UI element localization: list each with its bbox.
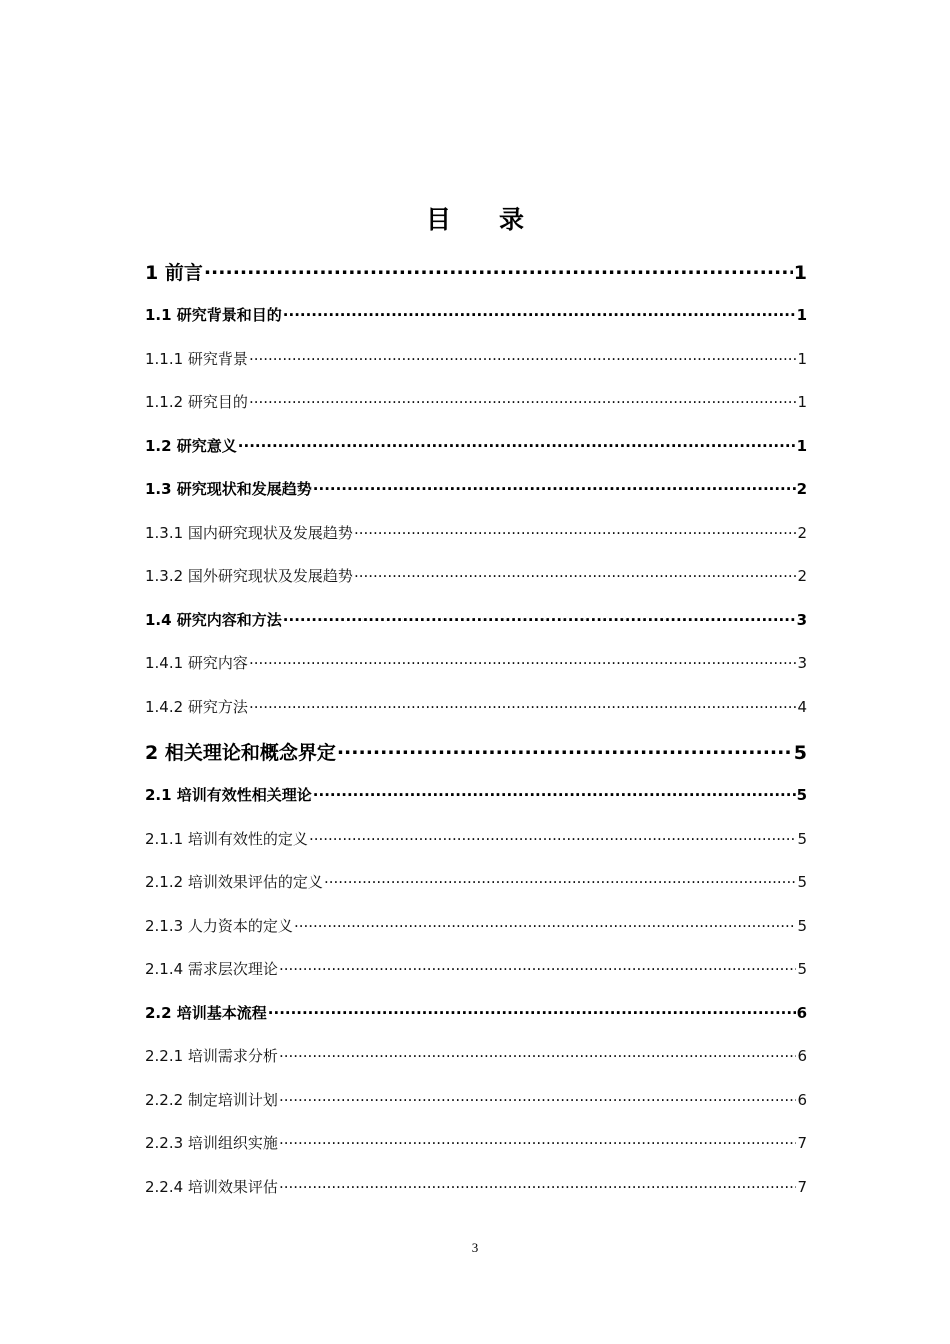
toc-entry-page: 6 [797,1047,807,1065]
toc-dot-leader [268,1003,796,1018]
toc-entry-page: 6 [797,1091,807,1109]
toc-entry-page: 3 [796,611,807,629]
toc-dot-leader [337,740,793,759]
toc-dot-leader [354,566,797,581]
toc-entry-page: 5 [797,960,807,978]
toc-entry-page: 5 [793,742,807,764]
toc-entry-label: 1.1.1 研究背景 [145,350,248,368]
toc-entry-label: 1.2 研究意义 [145,437,237,455]
toc-entry[interactable] [145,609,807,630]
toc-entry[interactable] [145,478,807,499]
toc-entry-page: 5 [797,917,807,935]
toc-entry-label: 2.1 培训有效性相关理论 [145,786,312,804]
toc-entry[interactable] [145,565,807,586]
toc-entry[interactable] [145,1089,807,1110]
toc-entry-page: 2 [797,524,807,542]
toc-entry-label: 1.4 研究内容和方法 [145,611,282,629]
toc-dot-leader [324,872,797,887]
toc-entry[interactable] [145,828,807,849]
toc-entry-page: 5 [797,873,807,891]
toc-dot-leader [238,436,796,451]
toc-entry-label: 2.1.4 需求层次理论 [145,960,278,978]
toc-entry-label: 2.2.4 培训效果评估 [145,1178,278,1196]
toc-entry-page: 2 [797,567,807,585]
toc-entry-page: 7 [797,1134,807,1152]
title-char-1: 目 [425,205,451,234]
toc-entry[interactable] [145,784,807,805]
toc-entry[interactable] [145,871,807,892]
toc-entry[interactable] [145,1002,807,1023]
toc-entry[interactable] [145,696,807,717]
toc-entry-page: 1 [797,393,807,411]
toc-dot-leader [279,1133,797,1148]
toc-entry-label: 2.2.2 制定培训计划 [145,1091,278,1109]
toc-entry-page: 1 [796,437,807,455]
toc-entry-page: 6 [796,1004,807,1022]
toc-dot-leader [313,785,796,800]
toc-entry-label: 2.2.3 培训组织实施 [145,1134,278,1152]
page-number: 3 [471,1240,479,1255]
toc-entry-page: 5 [796,786,807,804]
toc-entry[interactable] [145,304,807,325]
toc-entry-page: 1 [797,350,807,368]
toc-entry[interactable] [145,391,807,412]
toc-dot-leader [279,1046,797,1061]
toc-dot-leader [309,829,797,844]
toc-dot-leader [313,479,796,494]
toc-entry-label: 1.1.2 研究目的 [145,393,248,411]
toc-entry-label: 1.3.1 国内研究现状及发展趋势 [145,524,353,542]
toc-entry-label: 1.3.2 国外研究现状及发展趋势 [145,567,353,585]
toc-entry[interactable] [145,915,807,936]
toc-entry[interactable] [145,652,807,673]
toc-entry-label: 2.1.2 培训效果评估的定义 [145,873,323,891]
toc-entry-label: 1.4.1 研究内容 [145,654,248,672]
toc-entry-page: 1 [793,262,807,284]
toc-entry-page: 1 [796,306,807,324]
toc-entry[interactable] [145,435,807,456]
toc-entry-label: 2.2 培训基本流程 [145,1004,267,1022]
toc-dot-leader [249,697,797,712]
toc-dot-leader [279,1177,797,1192]
toc-entry[interactable] [145,958,807,979]
toc-entry-label: 2 相关理论和概念界定 [145,742,336,764]
toc-dot-leader [204,260,793,279]
toc-entry[interactable] [145,522,807,543]
toc-entry[interactable] [145,258,807,285]
toc-entry[interactable] [145,1045,807,1066]
toc-dot-leader [279,959,797,974]
toc-dot-leader [354,523,797,538]
toc-entry-label: 1.3 研究现状和发展趋势 [145,480,312,498]
toc-entry[interactable] [145,348,807,369]
toc-entry-label: 2.2.1 培训需求分析 [145,1047,278,1065]
toc-entry-label: 1.1 研究背景和目的 [145,306,282,324]
toc-dot-leader [249,653,797,668]
toc-entry-page: 2 [796,480,807,498]
title-char-2: 录 [499,205,525,234]
page-title [0,200,950,240]
toc-entry-label: 2.1.3 人力资本的定义 [145,917,293,935]
toc-entry-page: 7 [797,1178,807,1196]
toc-entry-page: 5 [797,830,807,848]
toc-dot-leader [283,610,796,625]
toc-entry-page: 4 [797,698,807,716]
toc-entry-label: 1.4.2 研究方法 [145,698,248,716]
toc-dot-leader [249,349,797,364]
toc-dot-leader [279,1090,797,1105]
toc-entry[interactable] [145,1176,807,1197]
toc-entry[interactable] [145,738,807,765]
toc-dot-leader [294,916,797,931]
toc-entry-label: 2.1.1 培训有效性的定义 [145,830,308,848]
toc-entry-page: 3 [797,654,807,672]
toc-entry-label: 1 前言 [145,262,203,284]
toc-dot-leader [249,392,797,407]
toc-dot-leader [283,305,796,320]
toc-entry[interactable] [145,1132,807,1153]
